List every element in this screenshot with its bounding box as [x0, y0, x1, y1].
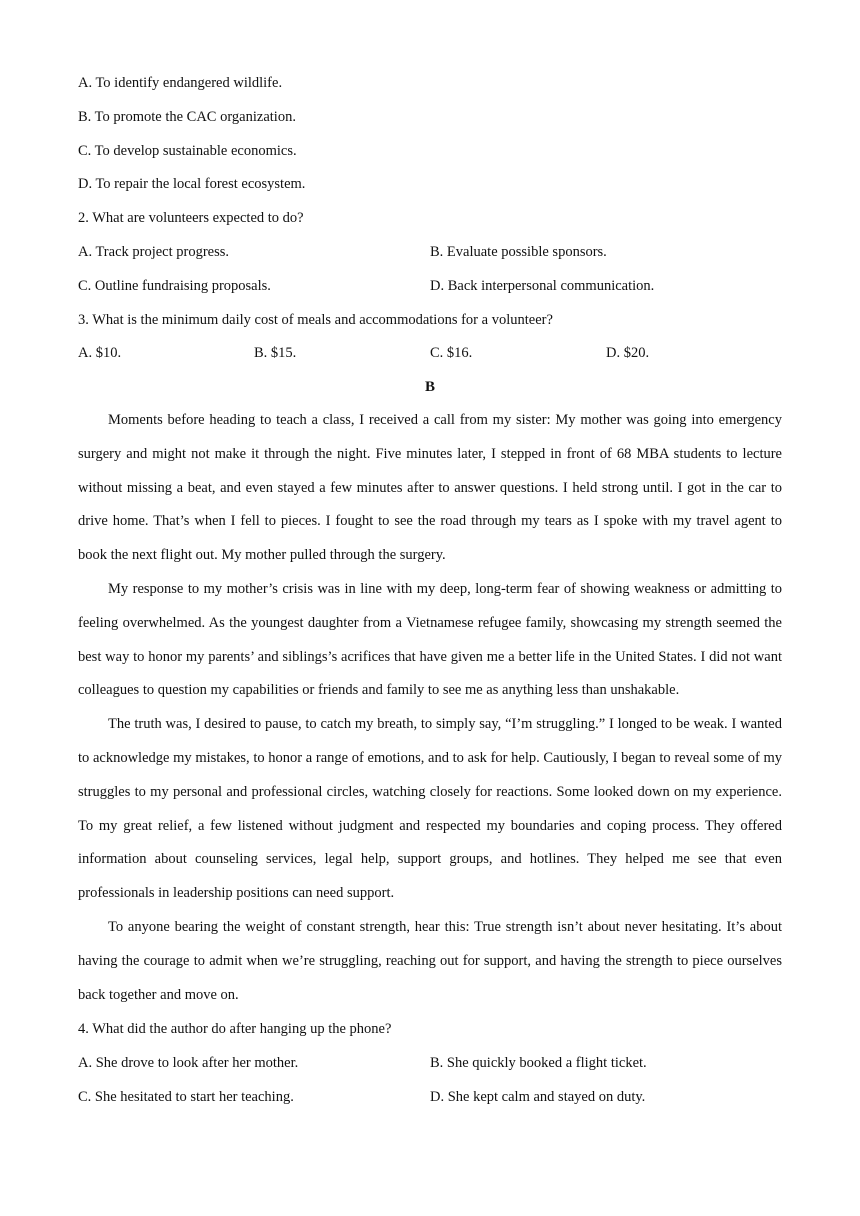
- passage-b: [78, 404, 782, 1012]
- q2-options-row-1: [78, 240, 782, 274]
- q4-option-a: A. She drove to look after her mother.: [78, 1055, 299, 1072]
- passage-paragraph-1: Moments before heading to teach a class, I received a call from my sister: My mother was going into emergency surgery and might not make it through the night. Five minutes later, I stepped in front of 68 MBA students to lecture without missing a beat, and even stayed a few minutes after to answer questions. I held strong until. I got in the car to drive home. That’s when I fell to pieces. I fought to see the road through my tears as I spoke with my travel agent to book the next flight out. My mother pulled through the surgery.: [78, 411, 782, 564]
- q4-option-c: C. She hesitated to start her teaching.: [78, 1088, 294, 1105]
- q1-option-c: C. To develop sustainable economics.: [78, 142, 297, 159]
- q3-question: 3. What is the minimum daily cost of meals and accommodations for a volunteer?: [78, 311, 553, 328]
- q3-option-a: A. $10.: [78, 345, 122, 362]
- q4-options-row-2: [78, 1085, 782, 1119]
- q2-option-a: A. Track project progress.: [78, 243, 230, 260]
- q3-option-c: C. $16.: [430, 345, 473, 362]
- passage-paragraph-4: To anyone bearing the weight of constant strength, hear this: True strength isn’t about never hesitating. It’s about having the courage to admit when we’re struggling, reaching out for support, and having the strength to piece ourselves back together and move on.: [78, 918, 782, 1003]
- q2-options-row-2: [78, 274, 782, 308]
- q2-option-d: D. Back interpersonal communication.: [430, 277, 655, 294]
- q3-option-b: B. $15.: [254, 345, 297, 362]
- q2-option-c: C. Outline fundraising proposals.: [78, 277, 271, 294]
- q4-option-d: D. She kept calm and stayed on duty.: [430, 1088, 646, 1105]
- q3-options-row: [78, 341, 782, 375]
- passage-paragraph-3: The truth was, I desired to pause, to catch my breath, to simply say, “I’m struggling.” I longed to be weak. I wanted to acknowledge my mistakes, to honor a range of emotions, and to ask for help. Cautiously, I began to reveal some of my struggles to my personal and professional circles, watching closely for reactions. Some looked down on my experience. To my great relief, a few listened without judgment and respected my boundaries and coping process. They offered information about counseling services, legal help, support groups, and hotlines. They helped me see that even professionals in leadership positions can need support.: [78, 716, 782, 902]
- q3-option-d: D. $20.: [606, 345, 650, 362]
- section-b-title: B: [424, 379, 435, 396]
- q1-option-b: B. To promote the CAC organization.: [78, 108, 296, 125]
- passage-paragraph-2: My response to my mother’s crisis was in line with my deep, long-term fear of showing weakness or admitting to feeling overwhelmed. As the youngest daughter from a Vietnamese refugee family, showcasing my strength seemed the best way to honor my parents’ and siblings’s acrifices that have given me a better life in the United States. I did not want colleagues to question my capabilities or friends and family to see me as anything less than unshakable.: [78, 580, 782, 699]
- q2-option-b: B. Evaluate possible sponsors.: [430, 243, 607, 260]
- q4-option-b: B. She quickly booked a flight ticket.: [430, 1055, 647, 1072]
- q1-option-d: D. To repair the local forest ecosystem.: [78, 176, 306, 193]
- q2-question: 2. What are volunteers expected to do?: [78, 210, 304, 227]
- q4-question: 4. What did the author do after hanging up the phone?: [78, 1021, 392, 1038]
- q1-option-a: A. To identify endangered wildlife.: [78, 75, 283, 91]
- exam-page: [78, 71, 782, 1119]
- q4-options-row-1: [78, 1051, 782, 1085]
